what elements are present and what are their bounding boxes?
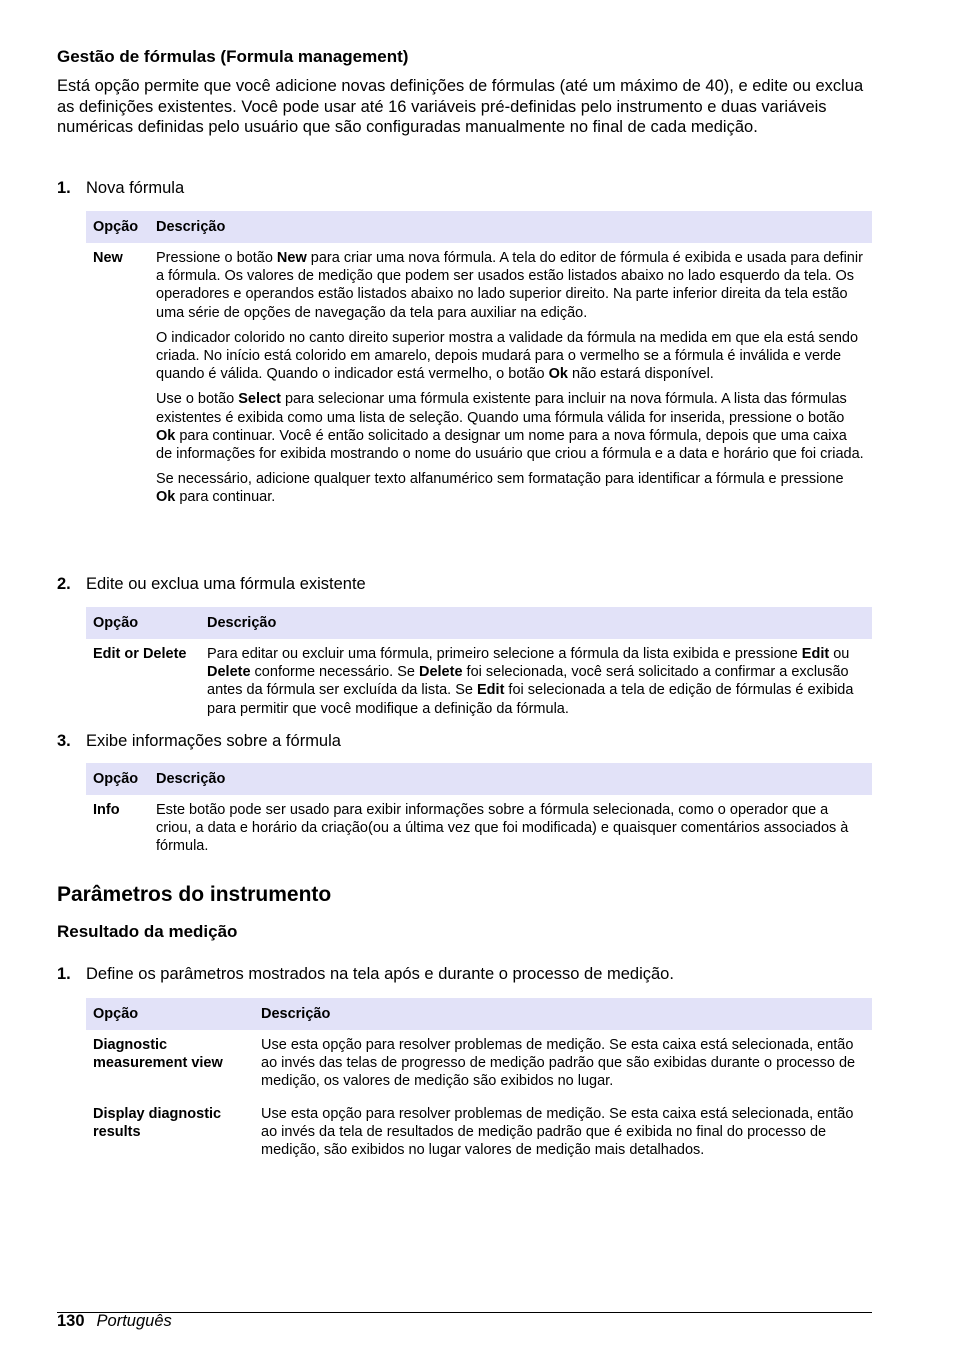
new-formula-table [86,211,872,514]
description-paragraph: Use o botão Select para selecionar uma fórmula existente para incluir na nova fórmula. A lista das fórmulas existentes é exibida como uma lista de seleção. Quando uma fórmula válida for inserida, pressione o botão Ok para continuar. Você é então solicitado a designar um nome para a nova fórmula, depois que uma caixa de informações for exibida mostrando o nome do usuário que criou a fórmula e a data e horário que foi criada. [156,391,864,463]
table-row [86,243,872,514]
option-label: New [93,250,123,266]
option-label: Edit or Delete [93,646,187,662]
option-description [200,639,872,725]
step-text: Nova fórmula [86,179,185,197]
step-number: 2. [57,575,71,593]
description-paragraph: O indicador colorido no canto direito superior mostra a validade da fórmula na medida em que ela está sendo criada. No início está colorido em amarelo, depois mudará para o vermelho se a fórmula é inválida e verde quando é válida. Quando o indicador está vermelho, o botão Ok não estará disponível. [156,329,859,383]
option-label: Display diagnostic results [93,1105,222,1140]
step-number: 3. [57,732,71,750]
column-header-option: Opção [86,763,149,795]
column-header-option: Opção [86,998,254,1030]
description-paragraph: Pressione o botão New para criar uma nova fórmula. A tela do editor de fórmula é exibida e usada para definir a fórmula. Os valores de medição que podem ser usados estão listados abaixo no lado esquerdo da tela. Os operadores e operandos estão listados abaixo no lado superior direito. Na parte inferior direita da tela estão uma série de opções de navegação da tela para auxiliar na edição. [156,250,863,321]
table-row [86,795,872,863]
step-new-formula [57,179,872,198]
section-heading-instrument: Parâmetros do instrumento [57,883,332,906]
column-header-description: Descrição [149,763,872,795]
step-text: Exibe informações sobre a fórmula [86,732,341,750]
option-description: Use esta opção para resolver problemas de medição. Se esta caixa está selecionada, então ao invés das telas de progresso de medição padrão que são exibidas durante o processo de medição, os valores de medição são exibidos no lugar. [261,1037,856,1090]
step-text: Edite ou exclua uma fórmula existente [86,575,366,593]
footer-divider [57,1312,872,1313]
table-header-row [86,211,872,243]
step-number: 1. [57,179,71,197]
column-header-description: Descrição [149,211,872,243]
column-header-description: Descrição [254,998,872,1030]
step-edit-formula [57,575,872,594]
option-description [149,795,872,863]
column-header-option: Opção [86,607,200,639]
step-text: Define os parâmetros mostrados na tela após e durante o processo de medição. [86,965,674,983]
description-paragraph: Para editar ou excluir uma fórmula, primeiro selecione a fórmula da lista exibida e pressione Edit ou Delete conforme necessário. Se Delete foi selecionada, você será solicitado a confirmar a exclusão antes da fórmula ser excluída da lista. Se Edit foi selecionada a tela de edição de fórmulas é exibida para permitir que você modifique a definição da fórmula. [207,646,854,717]
description-paragraph: Este botão pode ser usado para exibir informações sobre a fórmula selecionada, como o operador que a criou, a data e horário da criação(ou a última vez que foi modificada) e quaisquer comentários associados à fórmula. [156,802,849,855]
measurement-result-table [86,998,872,1159]
description-paragraph: Se necessário, adicione qualquer texto alfanumérico sem formatação para identificar a fórmula e pressione Ok para continuar. [156,471,844,506]
table-row [86,1030,872,1105]
option-label: Info [93,802,120,818]
page-footer [57,1312,172,1331]
step-measurement-params [57,965,872,984]
table-row [86,639,872,725]
step-number: 1. [57,965,71,983]
subsection-heading-measurement: Resultado da medição [57,922,238,941]
column-header-description: Descrição [200,607,872,639]
edit-formula-table [86,607,872,725]
table-row [86,1105,872,1160]
table-header-row [86,763,872,795]
intro-paragraph: Está opção permite que você adicione novas definições de fórmulas (até um máximo de 40), e edite ou exclua as definições existentes. Você pode usar até 16 variáveis pré-definidas pelo instrumento e duas variáveis numéricas definidas pelo usuário que são configuradas manualmente no final de cada medição. [57,77,864,136]
footer-language: Português [96,1312,172,1330]
column-header-option: Opção [86,211,149,243]
option-description [149,243,872,514]
table-header-row [86,607,872,639]
step-formula-info [57,732,872,751]
formula-info-table [86,763,872,863]
table-header-row [86,998,872,1030]
option-description: Use esta opção para resolver problemas de medição. Se esta caixa está selecionada, então ao invés da tela de resultados de medição padrão que é exibida no final do processo de medição, são exibidos no lugar valores de medição mais detalhados. [261,1105,854,1159]
page-number: 130 [57,1312,85,1330]
section-heading-formula: Gestão de fórmulas (Formula management) [57,47,409,66]
option-label: Diagnostic measurement view [93,1037,223,1072]
